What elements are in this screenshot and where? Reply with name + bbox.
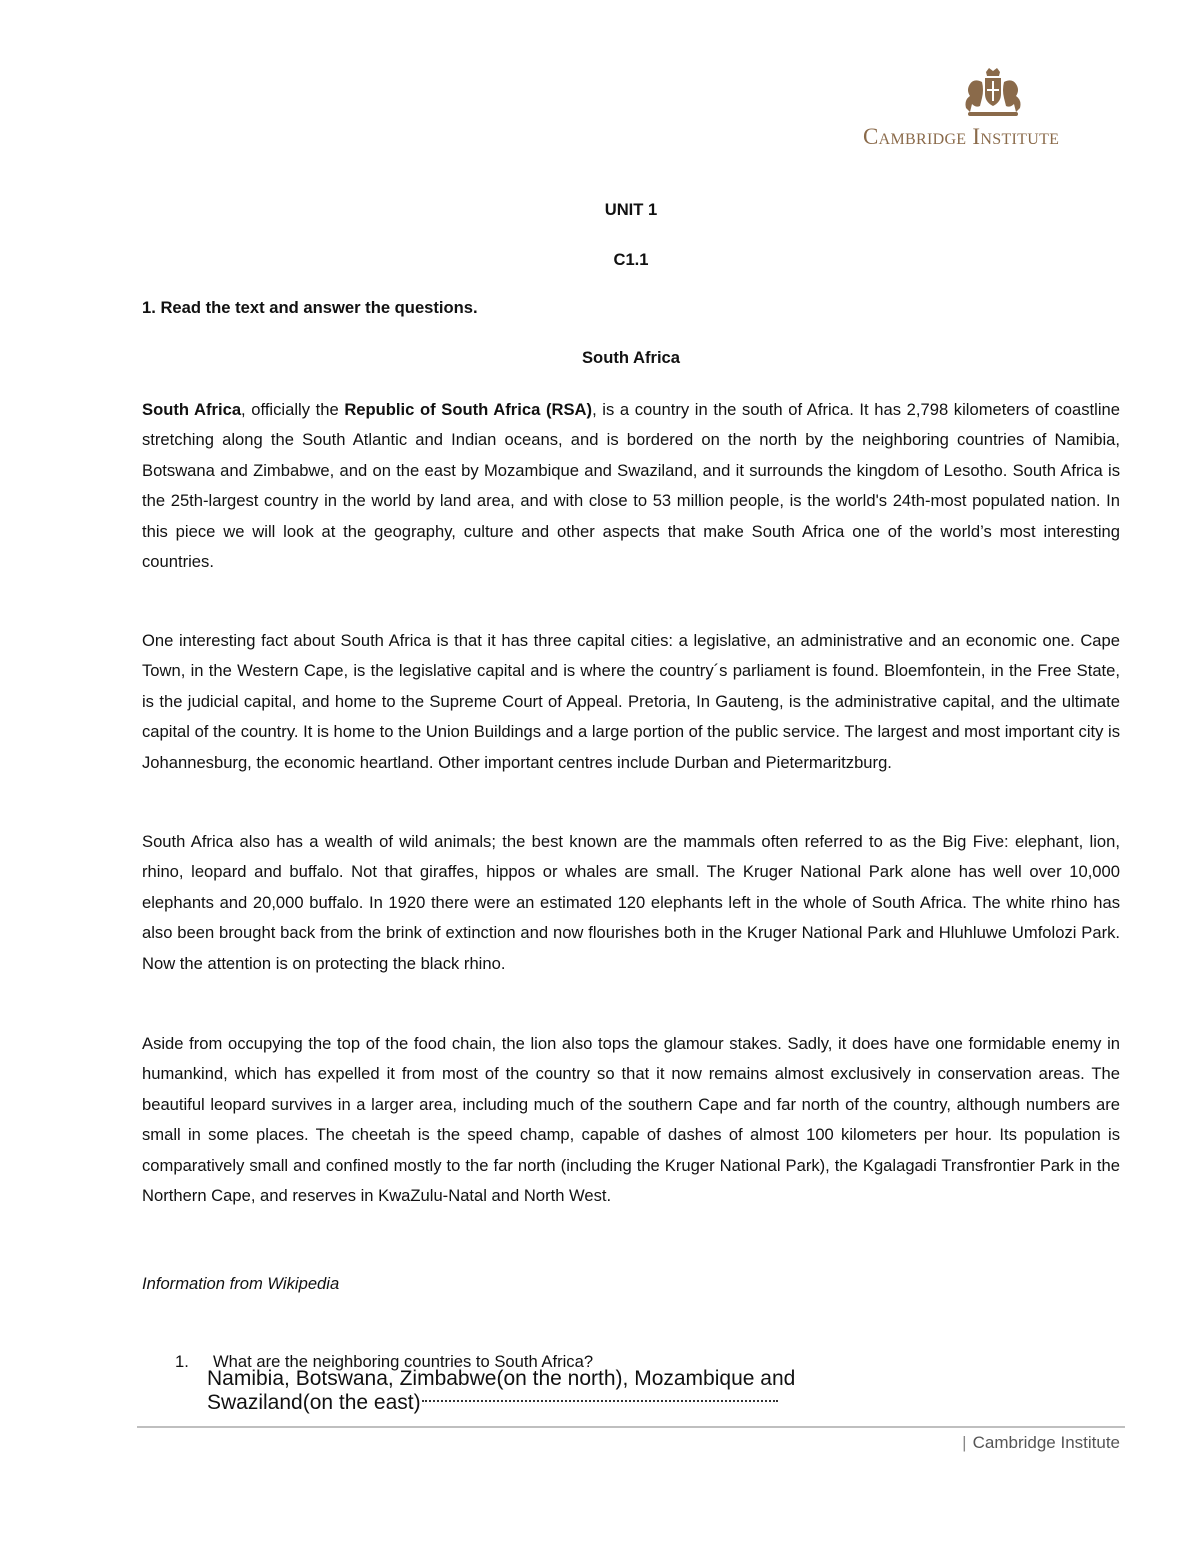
logo-brand-name: Cambridge Institute <box>863 124 1060 149</box>
task-instruction: 1. Read the text and answer the questions. <box>142 298 478 317</box>
paragraph-text: , officially the <box>241 400 345 419</box>
question-number: 1. <box>175 1352 189 1371</box>
paragraph-text: , is a country in the south of Africa. It has 2,798 kilometers of coastline stretching along the South Atlantic and Indian oceans, and is bordered on the north by the neighboring countries of Namibia, Botswana and Zimbabwe, and on the east by Mozambique and Swaziland, and it surrounds the kingdom of Lesotho. South Africa is the 25th-largest country in the world by land area, and with close to 53 million people, is the world's 24th-most populated nation. In this piece we will look at the geography, culture and other aspects that make South Africa one of the world’s most interesting countries. <box>142 400 1120 572</box>
bold-term: Republic of South Africa <box>344 400 541 419</box>
cambridge-institute-logo <box>858 68 1128 158</box>
footer-separator: | <box>962 1433 967 1452</box>
footer-text: Cambridge Institute <box>972 1433 1120 1452</box>
article-title: South Africa <box>581 348 681 367</box>
paragraph-4: Aside from occupying the top of the food chain, the lion also tops the glamour stakes. Sadly, it does have one formidable enemy in humankind, which has expelled it from most of the country so that it now remains almost exclusively in conservation areas. The beautiful leopard survives in a larger area, including much of the southern Cape and far north of the country, although numbers are small in some places. The cheetah is the speed champ, capable of dashes of almost 100 kilometers per hour. Its population is comparatively small and confined mostly to the far north (including the Kruger National Park), the Kgalagadi Transfrontier Park in the Northern Cape, and reserves in KwaZulu-Natal and North West. <box>142 1034 1120 1206</box>
footer-divider <box>137 1426 1125 1428</box>
source-citation: Information from Wikipedia <box>142 1274 340 1293</box>
unit-heading: UNIT 1 <box>604 200 658 219</box>
answer-field[interactable] <box>207 1367 847 1415</box>
heraldic-crest-icon <box>958 68 1028 120</box>
paragraph-2: One interesting fact about South Africa is that it has three capital cities: a legislative, an administrative and an economic one. Cape Town, in the Western Cape, is the legislative capital and is where the country´s parliament is found. Bloemfontein, in the Free State, is the judicial capital, and home to the Supreme Court of Appeal. Pretoria, In Gauteng, is the administrative capital, and the ultimate capital of the country. It is home to the Union Buildings and a large portion of the public service. The largest and most important city is Johannesburg, the economic heartland. Other important centres include Durban and Pietermaritzburg. <box>142 631 1121 772</box>
bold-term: South Africa <box>142 400 242 419</box>
question-text: What are the neighboring countries to South Africa? <box>213 1352 594 1371</box>
answer-line-2: Swaziland(on the east) <box>207 1391 421 1414</box>
footer <box>962 1433 1120 1453</box>
level-heading: C1.1 <box>613 250 649 269</box>
bold-term: (RSA) <box>545 400 593 419</box>
answer-line-1: Namibia, Botswana, Zimbabwe(on the north), Mozambique and <box>207 1367 796 1390</box>
paragraph-1 <box>142 395 1120 577</box>
paragraph-3: South Africa also has a wealth of wild animals; the best known are the mammals often referred to as the Big Five: elephant, lion, rhino, leopard and buffalo. Not that giraffes, hippos or whales are small. The Kruger National Park alone has well over 10,000 elephants and 20,000 buffalo. In 1920 there were an estimated 120 elephants left in the whole of South Africa. The white rhino has also been brought back from the brink of extinction and now flourishes both in the Kruger National Park and Hluhluwe Umfolozi Park. Now the attention is on protecting the black rhino. <box>142 832 1120 973</box>
